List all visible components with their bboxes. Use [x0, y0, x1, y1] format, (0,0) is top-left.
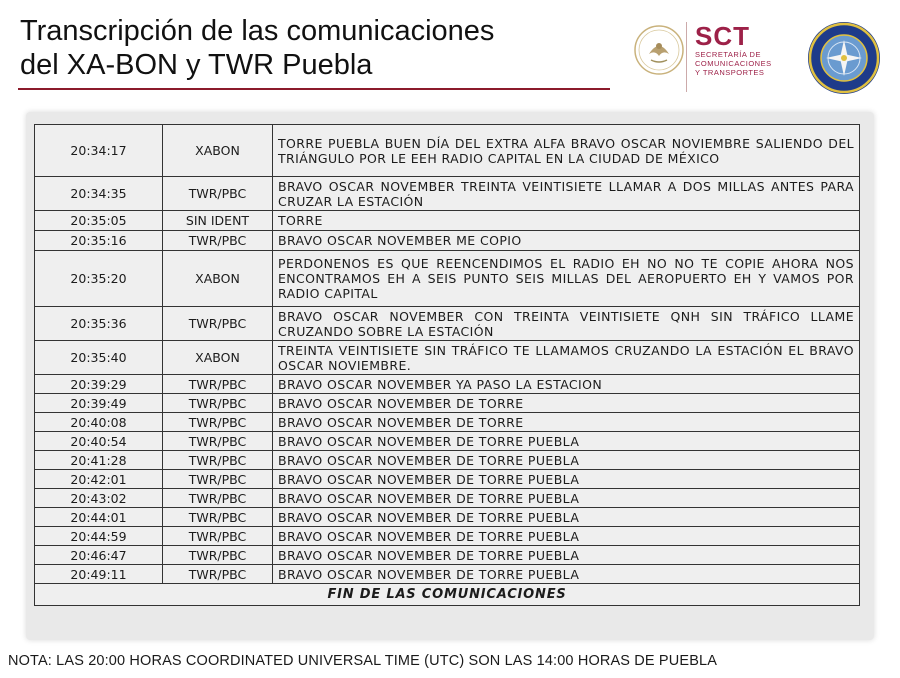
title-line-1: Transcripción de las comunicaciones: [20, 15, 495, 47]
table-row: [35, 508, 860, 527]
station-cell: TWR/PBC: [163, 565, 273, 584]
title-line-2: del XA-BON y TWR Puebla: [20, 49, 373, 81]
message-cell: BRAVO OSCAR NOVEMBER DE TORRE: [273, 394, 860, 413]
mexico-coat-of-arms-logo: [633, 24, 685, 76]
station-cell: XABON: [163, 251, 273, 307]
table-row: [35, 489, 860, 508]
table-row: [35, 432, 860, 451]
footer-note: NOTA: LAS 20:00 HORAS COORDINATED UNIVERSAL TIME (UTC) SON LAS 14:00 HORAS DE PUEBLA: [8, 653, 718, 669]
title-underline: [18, 88, 610, 90]
station-cell: TWR/PBC: [163, 375, 273, 394]
station-cell: SIN IDENT: [163, 211, 273, 231]
sct-subtitle-2: COMUNICACIONES: [695, 59, 772, 68]
station-cell: TWR/PBC: [163, 432, 273, 451]
table-row: [35, 125, 860, 177]
time-cell: 20:34:17: [35, 125, 163, 177]
table-row: [35, 307, 860, 341]
time-cell: 20:42:01: [35, 470, 163, 489]
station-cell: TWR/PBC: [163, 527, 273, 546]
time-cell: 20:39:49: [35, 394, 163, 413]
message-cell: BRAVO OSCAR NOVEMBER ME COPIO: [273, 231, 860, 251]
message-cell: TREINTA VEINTISIETE SIN TRÁFICO TE LLAMAMOS CRUZANDO LA ESTACIÓN EL BRAVO OSCAR NOVIEMBRE.: [273, 341, 860, 375]
time-cell: 20:34:35: [35, 177, 163, 211]
time-cell: 20:40:08: [35, 413, 163, 432]
message-cell: BRAVO OSCAR NOVEMBER DE TORRE PUEBLA: [273, 489, 860, 508]
time-cell: 20:35:36: [35, 307, 163, 341]
message-cell: BRAVO OSCAR NOVEMBER DE TORRE: [273, 413, 860, 432]
table-row: [35, 565, 860, 584]
table-row: [35, 231, 860, 251]
station-cell: TWR/PBC: [163, 307, 273, 341]
station-cell: TWR/PBC: [163, 546, 273, 565]
time-cell: 20:49:11: [35, 565, 163, 584]
sct-logo: [686, 22, 796, 92]
message-cell: TORRE: [273, 211, 860, 231]
time-cell: 20:35:20: [35, 251, 163, 307]
station-cell: TWR/PBC: [163, 451, 273, 470]
table-row: [35, 251, 860, 307]
page-title: [20, 14, 494, 82]
station-cell: TWR/PBC: [163, 508, 273, 527]
sct-subtitle-1: SECRETARÍA DE: [695, 50, 761, 59]
sct-subtitle-3: Y TRANSPORTES: [695, 68, 765, 77]
message-cell: BRAVO OSCAR NOVEMBER DE TORRE PUEBLA: [273, 527, 860, 546]
aviation-authority-seal-logo: [806, 20, 882, 96]
table-row: [35, 211, 860, 231]
table-row: [35, 341, 860, 375]
table-row: [35, 546, 860, 565]
station-cell: TWR/PBC: [163, 470, 273, 489]
station-cell: XABON: [163, 125, 273, 177]
message-cell: BRAVO OSCAR NOVEMBER DE TORRE PUEBLA: [273, 546, 860, 565]
station-cell: TWR/PBC: [163, 231, 273, 251]
station-cell: XABON: [163, 341, 273, 375]
time-cell: 20:46:47: [35, 546, 163, 565]
message-cell: BRAVO OSCAR NOVEMBER DE TORRE PUEBLA: [273, 565, 860, 584]
table-row: [35, 375, 860, 394]
station-cell: TWR/PBC: [163, 177, 273, 211]
message-cell: BRAVO OSCAR NOVEMBER DE TORRE PUEBLA: [273, 470, 860, 489]
time-cell: 20:44:01: [35, 508, 163, 527]
table-row: [35, 413, 860, 432]
table-row: [35, 470, 860, 489]
time-cell: 20:35:05: [35, 211, 163, 231]
time-cell: 20:44:59: [35, 527, 163, 546]
end-of-communications: FIN DE LAS COMUNICACIONES: [35, 584, 860, 606]
time-cell: 20:35:40: [35, 341, 163, 375]
station-cell: TWR/PBC: [163, 489, 273, 508]
time-cell: 20:39:29: [35, 375, 163, 394]
time-cell: 20:41:28: [35, 451, 163, 470]
table-row: [35, 451, 860, 470]
time-cell: 20:40:54: [35, 432, 163, 451]
message-cell: BRAVO OSCAR NOVEMBER DE TORRE PUEBLA: [273, 432, 860, 451]
message-cell: PERDONENOS ES QUE REENCENDIMOS EL RADIO EH NO NO TE COPIE AHORA NOS ENCONTRAMOS EH A SEIS PUNTO SEIS MILLAS DEL AEROPUERTO EH Y VAMOS POR RADIO CAPITAL: [273, 251, 860, 307]
table-row: [35, 177, 860, 211]
message-cell: TORRE PUEBLA BUEN DÍA DEL EXTRA ALFA BRAVO OSCAR NOVIEMBRE SALIENDO DEL TRIÁNGULO POR LE EEH RADIO CAPITAL EN LA CIUDAD DE MÉXICO: [273, 125, 860, 177]
transcript-table: [34, 124, 860, 606]
message-cell: BRAVO OSCAR NOVEMBER CON TREINTA VEINTISIETE QNH SIN TRÁFICO LLAME CRUZANDO SOBRE LA ESTACIÓN: [273, 307, 860, 341]
message-cell: BRAVO OSCAR NOVEMBER DE TORRE PUEBLA: [273, 451, 860, 470]
time-cell: 20:43:02: [35, 489, 163, 508]
station-cell: TWR/PBC: [163, 413, 273, 432]
message-cell: BRAVO OSCAR NOVEMBER TREINTA VEINTISIETE LLAMAR A DOS MILLAS ANTES PARA CRUZAR LA ESTACIÓN: [273, 177, 860, 211]
sct-wordmark: SCT: [695, 21, 750, 51]
table-row: [35, 527, 860, 546]
message-cell: BRAVO OSCAR NOVEMBER DE TORRE PUEBLA: [273, 508, 860, 527]
station-cell: TWR/PBC: [163, 394, 273, 413]
table-row: [35, 394, 860, 413]
message-cell: BRAVO OSCAR NOVEMBER YA PASO LA ESTACION: [273, 375, 860, 394]
time-cell: 20:35:16: [35, 231, 163, 251]
